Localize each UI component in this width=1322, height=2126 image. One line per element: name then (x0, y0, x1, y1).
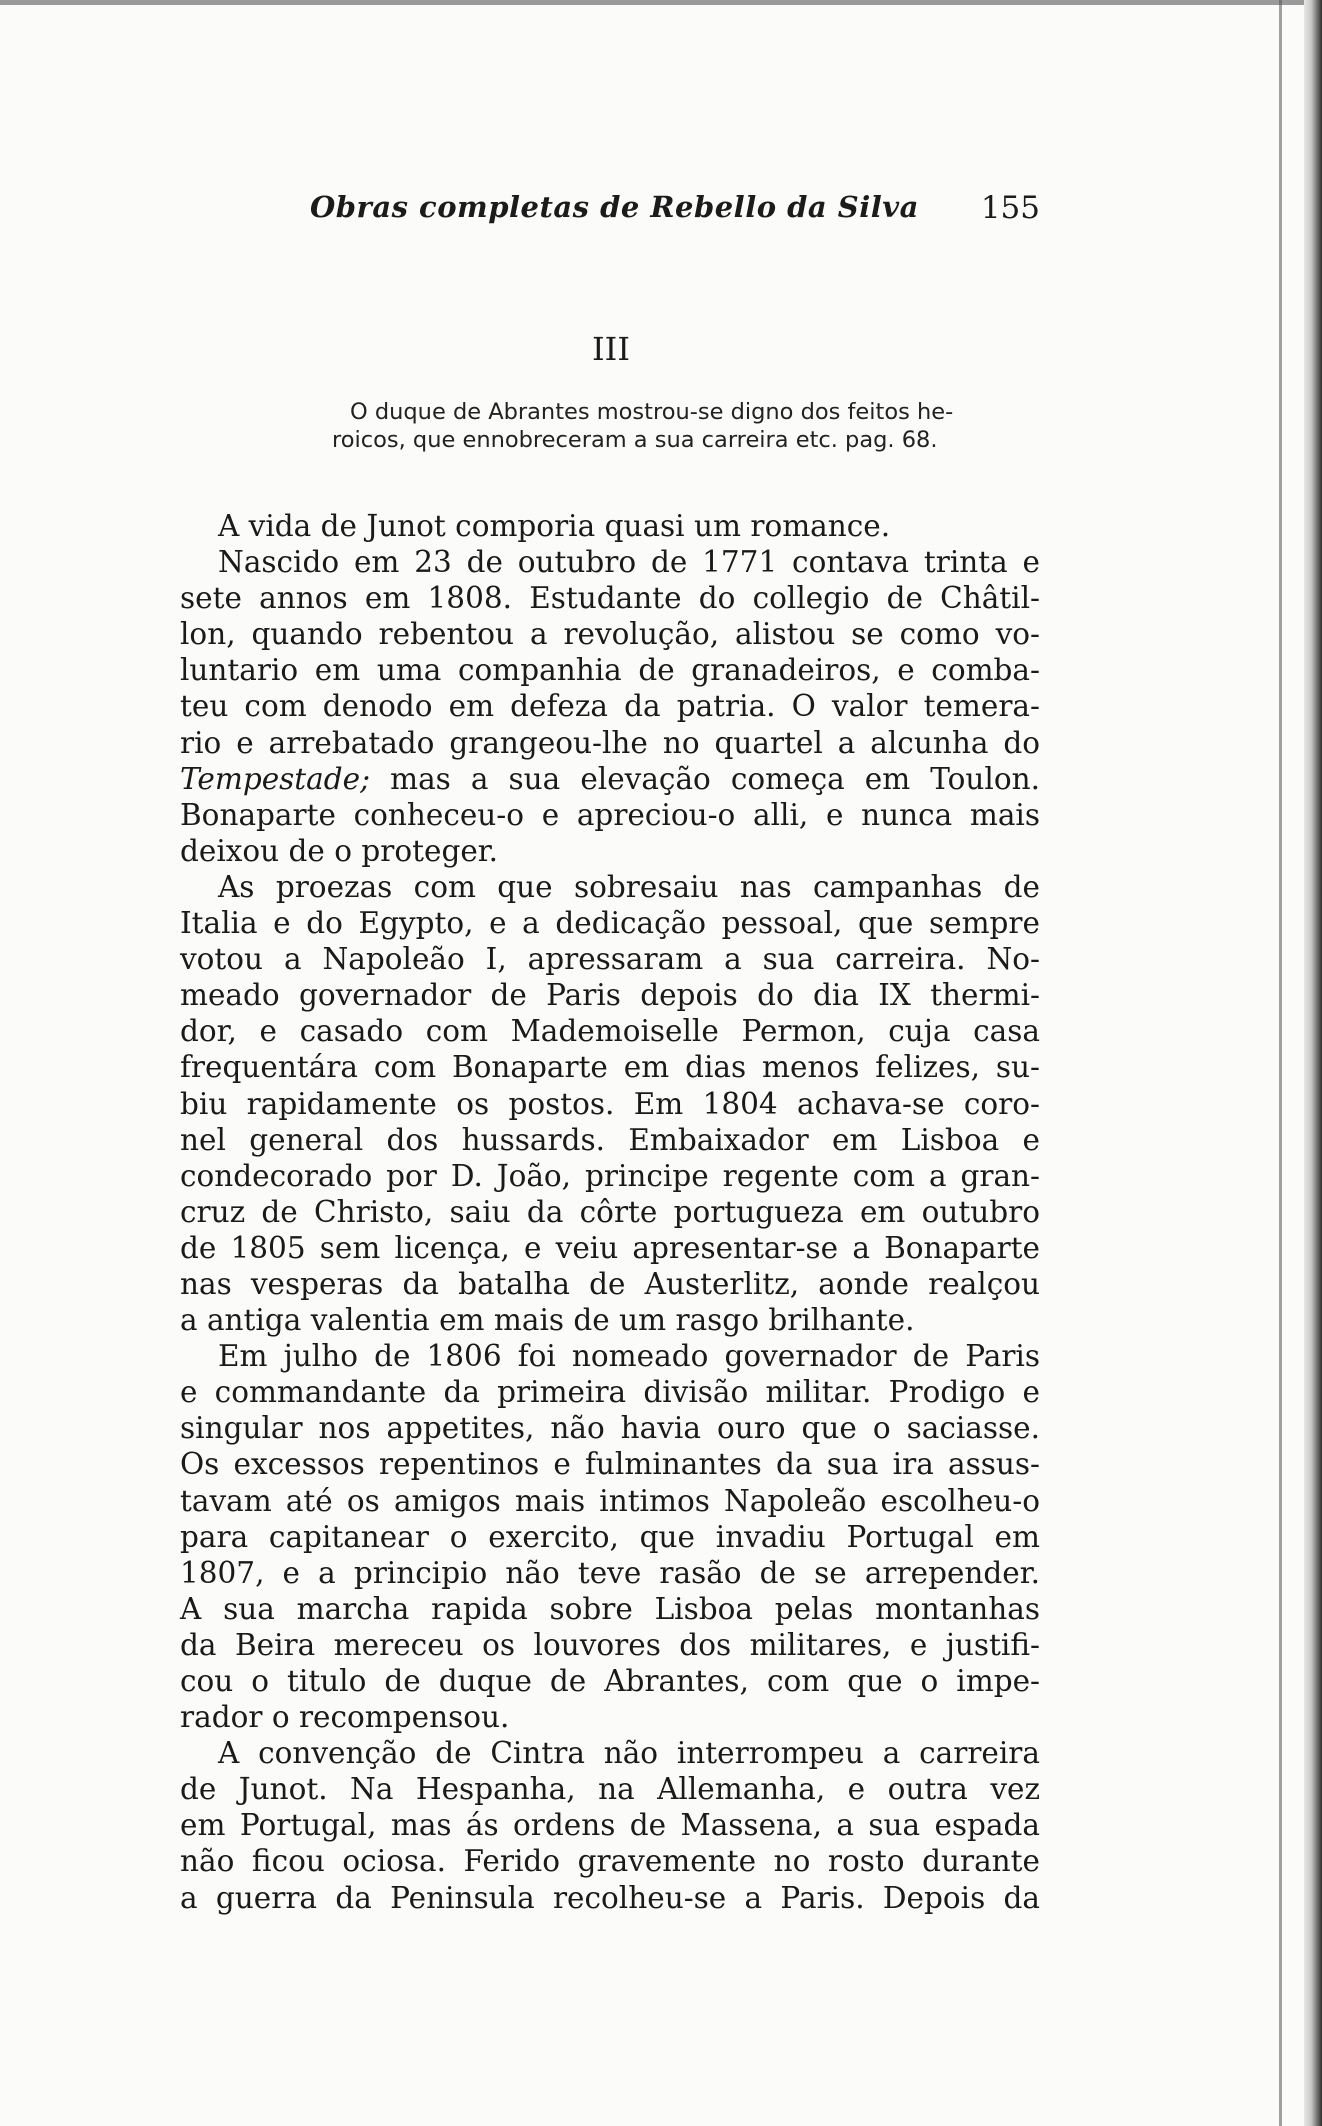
text-line: Italia e do Egypto, e a dedicação pessoal, que sempre (180, 906, 1040, 941)
text-line: em Portugal, mas ás ordens de Massena, a sua espada (180, 1808, 1040, 1843)
text-line: A sua marcha rapida sobre Lisboa pelas montanhas (180, 1591, 1040, 1626)
page-binding-edge (1304, 0, 1322, 2126)
text-line: luntario em uma companhia de granadeiros, e comba- (180, 653, 1040, 688)
text-line: lon, quando rebentou a revolução, alistou se como vo- (180, 617, 1040, 652)
text-line: nas vesperas da batalha de Austerlitz, aonde realçou (180, 1266, 1040, 1301)
running-header (310, 190, 1040, 240)
text-line: A vida de Junot comporia quasi um romance. (218, 509, 891, 543)
text-line: de Junot. Na Hespanha, na Allemanha, e outra vez (180, 1772, 1040, 1807)
text-line: a antiga valentia em mais de um rasgo brilhante. (180, 1303, 915, 1338)
paragraph (180, 869, 1040, 1338)
text-line: tavam até os amigos mais intimos Napoleão escolheu-o (180, 1483, 1040, 1518)
chapter-note (332, 398, 1050, 454)
text-line: A convenção de Cintra não interrompeu a carreira (218, 1736, 1040, 1771)
page-top-edge (0, 0, 1322, 5)
text-line: As proezas com que sobresaiu nas campanhas de (218, 869, 1040, 904)
running-title: Obras completas de Rebello da Silva (310, 190, 919, 224)
text-line: a guerra da Peninsula recolheu-se a Paris. Depois da (180, 1880, 1040, 1915)
body-text (180, 508, 1040, 1916)
note-line: roicos, que ennobreceram a sua carreira etc. pag. 68. (332, 427, 938, 453)
note-line: O duque de Abrantes mostrou-se digno dos feitos he- (350, 399, 954, 425)
page-fold-line (1279, 0, 1282, 2126)
paragraph (180, 1735, 1040, 1915)
text-line: Nascido em 23 de outubro de 1771 contava trinta e (218, 545, 1040, 580)
text-line: rador o recompensou. (180, 1700, 510, 1735)
text-line: de 1805 sem licença, e veiu apresentar-se a Bonaparte (180, 1230, 1040, 1265)
text-line: teu com denodo em defeza da patria. O valor temera- (180, 689, 1040, 724)
italic-word: Tempestade; (180, 761, 371, 796)
text-line: biu rapidamente os postos. Em 1804 achava-se coro- (180, 1086, 1040, 1121)
text-line: sete annos em 1808. Estudante do collegio de Châtil- (180, 581, 1040, 616)
text-line: condecorado por D. João, principe regente com a gran- (180, 1158, 1040, 1193)
text-line: 1807, e a principio não teve rasão de se arrepender. (180, 1555, 1040, 1590)
text-line: cruz de Christo, saiu da côrte portugueza em outubro (180, 1194, 1040, 1229)
text-line: votou a Napoleão I, apressaram a sua carreira. No- (180, 942, 1040, 977)
text-line: Em julho de 1806 foi nomeado governador de Paris (218, 1339, 1040, 1374)
text-line: rio e arrebatado grangeou-lhe no quartel a alcunha do (180, 725, 1040, 760)
paragraph (180, 508, 1040, 544)
text-line: frequentára com Bonaparte em dias menos felizes, su- (180, 1050, 1040, 1085)
text-line: singular nos appetites, não havia ouro que o saciasse. (180, 1411, 1040, 1446)
chapter-numeral: III (592, 330, 630, 368)
text-line (180, 761, 1040, 797)
text-line: nel general dos hussards. Embaixador em Lisboa e (180, 1122, 1040, 1157)
text-line: não ficou ociosa. Ferido gravemente no rosto durante (180, 1844, 1040, 1879)
paragraph (180, 1338, 1040, 1735)
text-line: para capitanear o exercito, que invadiu Portugal em (180, 1519, 1040, 1554)
text-line: Bonaparte conheceu-o e apreciou-o alli, e nunca mais (180, 797, 1040, 832)
text-line: dor, e casado com Mademoiselle Permon, cuja casa (180, 1014, 1040, 1049)
text-fragment: mas a sua elevação começa em Toulon. (370, 761, 1040, 796)
text-line: e commandante da primeira divisão militar. Prodigo e (180, 1375, 1040, 1410)
page-number: 155 (980, 190, 1040, 226)
paragraph (180, 544, 1040, 869)
text-line: deixou de o proteger. (180, 833, 499, 868)
text-line: meado governador de Paris depois do dia IX thermi- (180, 978, 1040, 1013)
text-line: cou o titulo de duque de Abrantes, com que o impe- (180, 1664, 1040, 1698)
text-line: da Beira mereceu os louvores dos militares, e justifi- (180, 1627, 1040, 1662)
text-line: Os excessos repentinos e fulminantes da sua ira assus- (180, 1447, 1040, 1482)
